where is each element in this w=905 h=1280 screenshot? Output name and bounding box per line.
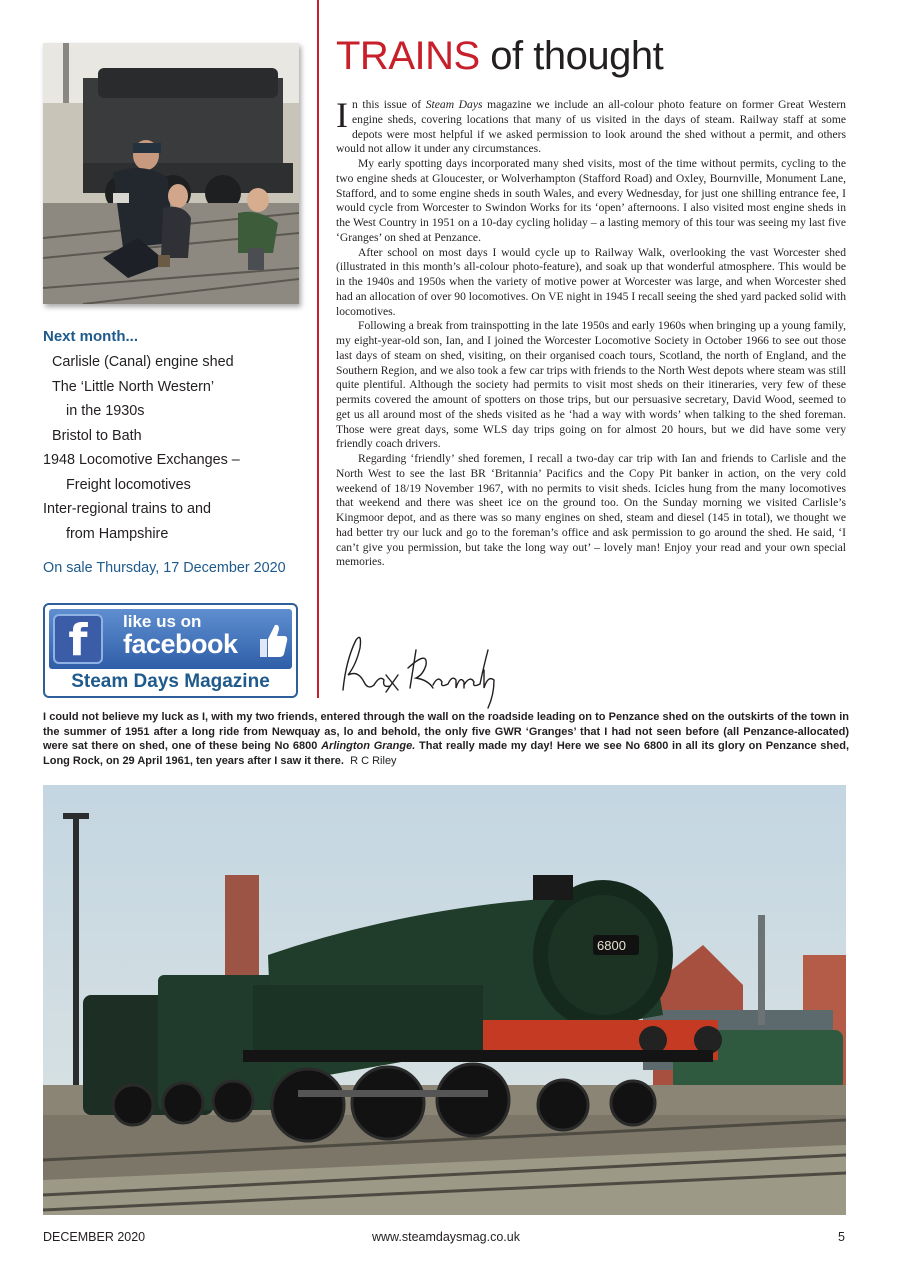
list-item <box>43 375 313 424</box>
caption-text: I could not believe my luck as I, with my two friends, entered through the wall on the roadside leading on to Penzance shed on the outskirts of the town in the summer of 1951 after a long ride from Newquay as, lo and behold, the only five GWR ‘Granges’ that I had not seen before (all Penzance-allocated) were sat there on shed, one of these being No 6800 <box>43 711 849 753</box>
loco-number-plate: 6800 <box>597 938 626 953</box>
article-paragraph: After school on most days I would cycle up to Railway Walk, overlooking the vast Worcester shed (illustrated in this month’s all-colour photo-feature), and soak up that wonderful atmosphere. This would be in the 1940s and 1950s when the variety of motive power at Worcester was large, and when Worcester shed had an allocation of over 90 locomotives. On VE night in 1945 I recall seeing the shed yard packed solid with locomotives. <box>336 245 846 318</box>
photo-caption <box>43 710 849 768</box>
main-photo-image <box>43 785 846 1215</box>
facebook-magazine-name: Steam Days Magazine <box>71 671 270 692</box>
facebook-badge[interactable] <box>43 603 298 698</box>
page-title <box>336 34 663 79</box>
title-highlight: TRAINS <box>336 34 480 78</box>
footer-issue: DECEMBER 2020 <box>43 1230 146 1244</box>
article-paragraph: Following a break from trainspotting in the late 1950s and early 1960s when bringing up a young family, my eight-year-old son, Ian, and I joined the Worcester Locomotive Society in October 1966 to see out those last days of steam on shed, visiting, on their organised coach tours, Scotland, the north of England, and the Southern Region, and we also took a few car trips with friends to the North West depots where steam was still quite plentiful. Although the society had permits to visit most sheds on their itineraries, very few of these permits covered the amount of spotters on those trips, but our persuasive secretary, David Wood, seemed to get us all around most of the sheds visited as he ‘had a way with words’ when talking to the shed foreman. Those were great days, some WLS day trips going on for almost 20 hours, but we did have some very friendly coach drivers. <box>336 319 846 451</box>
on-sale-date: On sale Thursday, 17 December 2020 <box>43 560 286 576</box>
sidebar-photo <box>43 43 299 304</box>
list-item-line: from Hampshire <box>66 525 169 542</box>
footer-website[interactable]: www.steamdaysmag.co.uk <box>372 1230 520 1244</box>
drop-cap: I <box>336 95 348 135</box>
article-text: n this issue of <box>352 98 426 111</box>
magazine-name-italic: Steam Days <box>425 98 483 111</box>
list-item-line: in the 1930s <box>66 403 145 419</box>
caption-loco-name: Arlington Grange. <box>321 740 416 753</box>
article-paragraph <box>336 95 846 157</box>
list-item-line: Bristol to Bath <box>52 427 142 444</box>
next-month-heading: Next month... <box>43 328 139 345</box>
list-item <box>43 424 313 449</box>
list-item <box>43 497 313 546</box>
thumbs-up-icon <box>256 621 288 659</box>
facebook-banner <box>49 609 292 669</box>
facebook-like-text: like us on <box>123 612 202 631</box>
sidebar-photo-image <box>43 43 299 304</box>
caption-text: That really made my day! Here we see No 6800 in all its glory on Penzance shed, Long Rock, on 29 April 1961, ten years after I saw it there. <box>43 740 850 767</box>
facebook-logo-icon: f <box>53 614 103 664</box>
list-item-line: Freight locomotives <box>66 476 191 493</box>
main-photo <box>43 785 846 1215</box>
title-rest: of thought <box>479 34 664 78</box>
list-item-line: The ‘Little North Western’ <box>52 378 215 395</box>
next-month-list <box>43 350 313 546</box>
footer-page-number: 5 <box>838 1230 845 1244</box>
facebook-wordmark: facebook <box>123 629 238 659</box>
article-text: magazine we include an all-colour photo feature on former Great Western engine sheds, covering locations that many of us visited in the days of steam. Railway staff at some depots were most helpful if we asked permission to look around the shed without a permit, and others would not allow it under any circumstances. <box>336 98 846 156</box>
signature-image <box>338 630 503 710</box>
article-paragraph: My early spotting days incorporated many shed visits, most of the time without permits, cycling to the two engine sheds at Gloucester, or Wolverhampton (Stafford Road) and Oxley, Bournville, Monument Lane, Stafford, and to some engine sheds in south Wales, and every Wednesday, for just one shilling entrance fee, I would cycle from Worcester to Swindon Works for its ‘open’ afternoons. I also visited most engine sheds in the West Country in 1951 on a 10-day cycling holiday – a lasting memory of this tour was seeing my last five ‘Granges’ on shed at Penzance. <box>336 157 846 244</box>
list-item <box>43 350 313 375</box>
editorial-article <box>336 95 846 570</box>
list-item-line: 1948 Locomotive Exchanges – <box>43 452 240 468</box>
list-item-line: Inter-regional trains to and <box>43 501 211 517</box>
photo-credit: R C Riley <box>350 754 397 767</box>
article-paragraph: Regarding ‘friendly’ shed foremen, I recall a two-day car trip with Ian and friends to Carlisle and the North West to see the last BR ‘Britannia’ Pacifics and the Copy Pit banker in action, on the very cold weekend of 18/19 November 1967, with no permits to visit sheds. Icicles hung from the many locomotives that weekend and there was sheet ice on the ground too. On the Sunday morning we visited Carlisle’s Kingmoor depot, and as there was so many engines on shed, steam and diesel (145 in total), we thought we had better try our luck and go to the foreman’s office and ask permission to go around the shed. He said, ‘I can’t give you permission, but take the long way out’ – lovely man! Enjoy your read and your own special memories. <box>336 452 846 569</box>
list-item <box>43 448 313 497</box>
list-item-line: Carlisle (Canal) engine shed <box>52 354 234 370</box>
column-divider <box>317 0 319 698</box>
